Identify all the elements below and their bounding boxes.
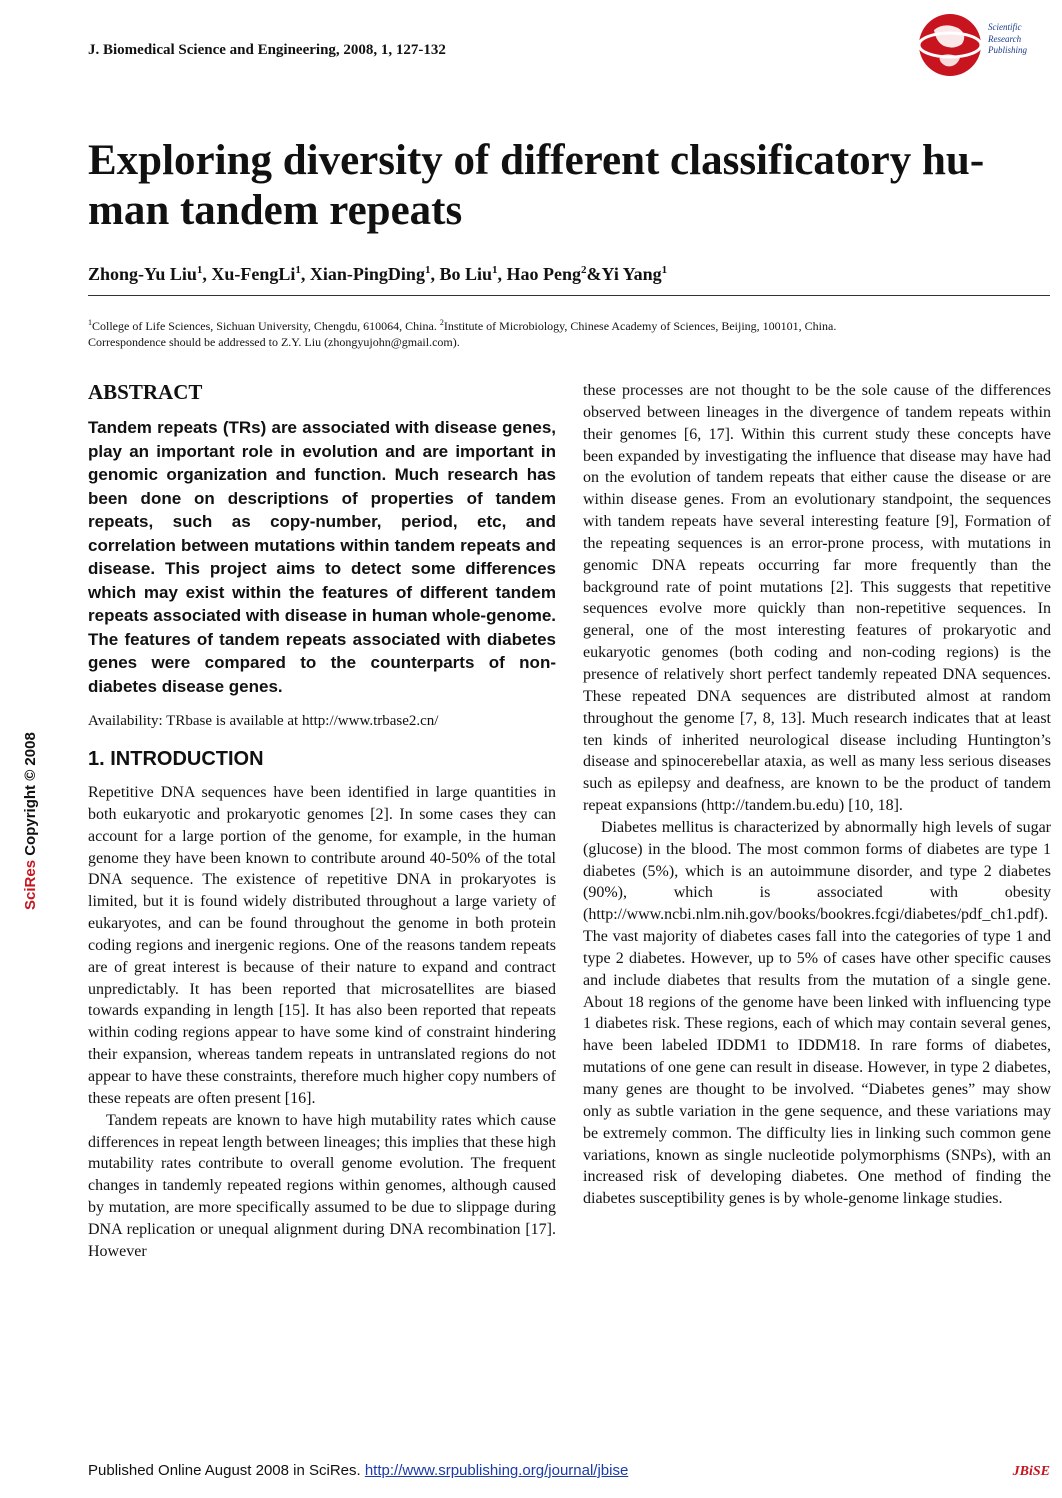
logo-wordmark xyxy=(988,22,1027,57)
author-affil-mark: 1 xyxy=(491,264,498,276)
author-affil-mark: 2 xyxy=(580,264,587,276)
journal-link[interactable]: http://www.srpublishing.org/journal/jbise xyxy=(364,1462,629,1479)
copyright-notice: Copyright © 2008 xyxy=(22,732,39,860)
author-separator: & xyxy=(586,264,602,284)
title-line-1: Exploring diversity of different classificatory hu- xyxy=(88,137,985,184)
intro-paragraph-4: Diabetes mellitus is characterized by abnormally high levels of sugar (glucose) in the blood. The most common forms of diabetes are type 1 diabetes (5%), which is an autoimmune disorder, and type 2 diabetes (90%), which is associated with obesity (http://www.ncbi.nlm.nih.gov/books/bookres.fcgi/diabetes/pdf_ch1.pdf). The vast majority of diabetes cases fall into the categories of type 1 and type 2 diabetes. However, up to 5% of cases have other specific causes and include diabetes that results from the mutation of a single gene. About 18 regions of the genome have been linked with influencing type 1 diabetes risk. These regions, each of which may contain several genes, have been labeled IDDM1 to IDDM18. In rare forms of diabetes, mutations of one gene can result in disease. However, in type 2 diabetes, many genes are thought to be involved. “Diabetes genes” may show only as subtle variation in the gene sequence, and these variations may be extremely common. The difficulty lies in linking such common gene variations, known as single nucleotide polymorphisms (SNPs), with an increased risk of developing diabetes. One method of finding the diabetes susceptibility genes is by whole-genome linkage studies. xyxy=(583,818,1051,1208)
globe-logo-icon xyxy=(914,10,986,80)
publication-note: Published Online August 2008 in SciRes. xyxy=(88,1462,365,1479)
copyright-side-banner xyxy=(10,550,50,910)
author-name: Xu-FengLi xyxy=(211,264,296,284)
author-affil-mark: 1 xyxy=(661,264,668,276)
author-separator: , xyxy=(497,264,507,284)
intro-paragraph-3: these processes are not thought to be the sole cause of the differences observed between lineages in the divergence of tandem repeats within their genomes [6, 17]. Within this current study these concepts have been expanded by investigating the influence that disease may have had on the evolution of tandem repeats that either cause the disease or are within disease genes. From an evolutionary standpoint, the sequences with tandem repeats have several interesting feature [9], Formation of the repeating sequences is an error-prone process, with mutations in genomic DNA repeats occurring far more frequently than the background rate of point mutations [2]. This suggests that repetitive sequences evolve more quickly than non-repetitive sequences. In general, one of the most interesting features of prokaryotic and eukaryotic genomes (both coding and non-coding regions) is the presence of relatively short perfect tandemly repeated DNA sequences. These repeated DNA sequences are distributed almost at random throughout the genome [7, 8, 13]. Much research indicates that at least ten kinds of inherited neurological disease including Huntington’s disease and spinocerebellar ataxia, as well as many less serious diseases such as epilepsy and deafness, are known to be the product of tandem repeat expansions (http://tandem.bu.edu) [10, 18]. xyxy=(583,382,1051,815)
title-line-2: man tandem repeats xyxy=(88,187,463,234)
author-name: Hao Peng xyxy=(506,264,581,284)
author-name: Xian-PingDing xyxy=(309,264,425,284)
paper-title xyxy=(88,136,1050,236)
intro-paragraph-2: Tandem repeats are known to have high mutability rates which cause differences in repeat length between lineages; this implies that these high mutability rates contribute to overall genome evolution. The frequent changes in tandemly repeated regions within genomes, although caused by mutation, are more specifically assumed to be due to slippage during DNA replication or unequal alignment during DNA recombination [17]. However xyxy=(88,1111,556,1260)
correspondence: Correspondence should be addressed to Z.Y. Liu (zhongyujohn@gmail.com). xyxy=(88,335,460,349)
author-name: Bo Liu xyxy=(439,264,492,284)
affil-mark: 2 xyxy=(439,318,444,327)
publisher-logo xyxy=(914,10,1054,80)
abstract-heading: ABSTRACT xyxy=(88,380,203,404)
author-separator: , xyxy=(202,264,212,284)
brand-name: SciRes xyxy=(22,859,39,910)
author-name: Yi Yang xyxy=(601,264,662,284)
journal-header: J. Biomedical Science and Engineering, 2008, 1, 127-132 xyxy=(88,42,446,58)
author-separator: , xyxy=(300,264,310,284)
affiliation-2: Institute of Microbiology, Chinese Academy of Sciences, Beijing, 100101, China. xyxy=(443,319,837,333)
logo-line: Publishing xyxy=(988,45,1028,55)
abstract-text: Tandem repeats (TRs) are associated with disease genes, play an important role in evolution and are important in genomic organization and function. Much research has been done on descriptions of properties of tandem repeats, such as copy-number, period, etc, and correlation between mutations within tandem repeats and disease. This project aims to detect some differences which may exist within the features of different tandem repeats associated with disease in human whole-genome. The features of tandem repeats associated with diabetes genes were compared to the counterparts of non-diabetes disease genes. xyxy=(88,418,556,696)
intro-paragraph-1: Repetitive DNA sequences have been identified in large quantities in both eukaryotic and prokaryotic genomes [2]. In some cases they can account for a large portion of the genome, for example, in the human genome they have been known to contribute around 40-50% of the total DNA sequence. The existence of repetitive DNA in prokaryotes is limited, but it is found widely distributed throughout a large variety of eukaryotes, and can be found throughout the genome in both protein coding regions and inergenic regions. One of the reasons tandem repeats are of great interest is because of their nature to expand and contract unpredictably. It has been reported that microsatellites are biased towards expanding in length [15]. It has also been reported that repeats within coding regions appear to have some kind of constraint hindering their expansion, whereas tandem repeats in untranslated regions do not appear to have these constraints, therefore much higher copy numbers of these repeats are often present [16]. xyxy=(88,784,556,1107)
affiliation-1: College of Life Sciences, Sichuan University, Chengdu, 610064, China. xyxy=(92,319,440,333)
affiliations xyxy=(88,315,1053,350)
author-name: Zhong-Yu Liu xyxy=(88,264,197,284)
availability: Availability: TRbase is available at http://www.trbase2.cn/ xyxy=(88,713,439,729)
author-affil-mark: 1 xyxy=(196,264,203,276)
logo-line: Scientific xyxy=(988,22,1022,32)
author-divider xyxy=(88,295,1050,296)
copyright-text xyxy=(22,550,39,910)
affil-mark: 1 xyxy=(88,318,92,327)
section-heading-introduction: 1. INTRODUCTION xyxy=(88,748,264,770)
page-footer xyxy=(88,1462,1050,1479)
left-column xyxy=(88,378,556,1263)
logo-line: Research xyxy=(988,33,1022,44)
author-affil-mark: 1 xyxy=(424,264,431,276)
author-affil-mark: 1 xyxy=(295,264,301,276)
author-separator: , xyxy=(430,264,440,284)
journal-abbrev: JBiSE xyxy=(1012,1464,1050,1479)
author-list xyxy=(88,264,667,285)
right-column xyxy=(583,380,1051,1210)
